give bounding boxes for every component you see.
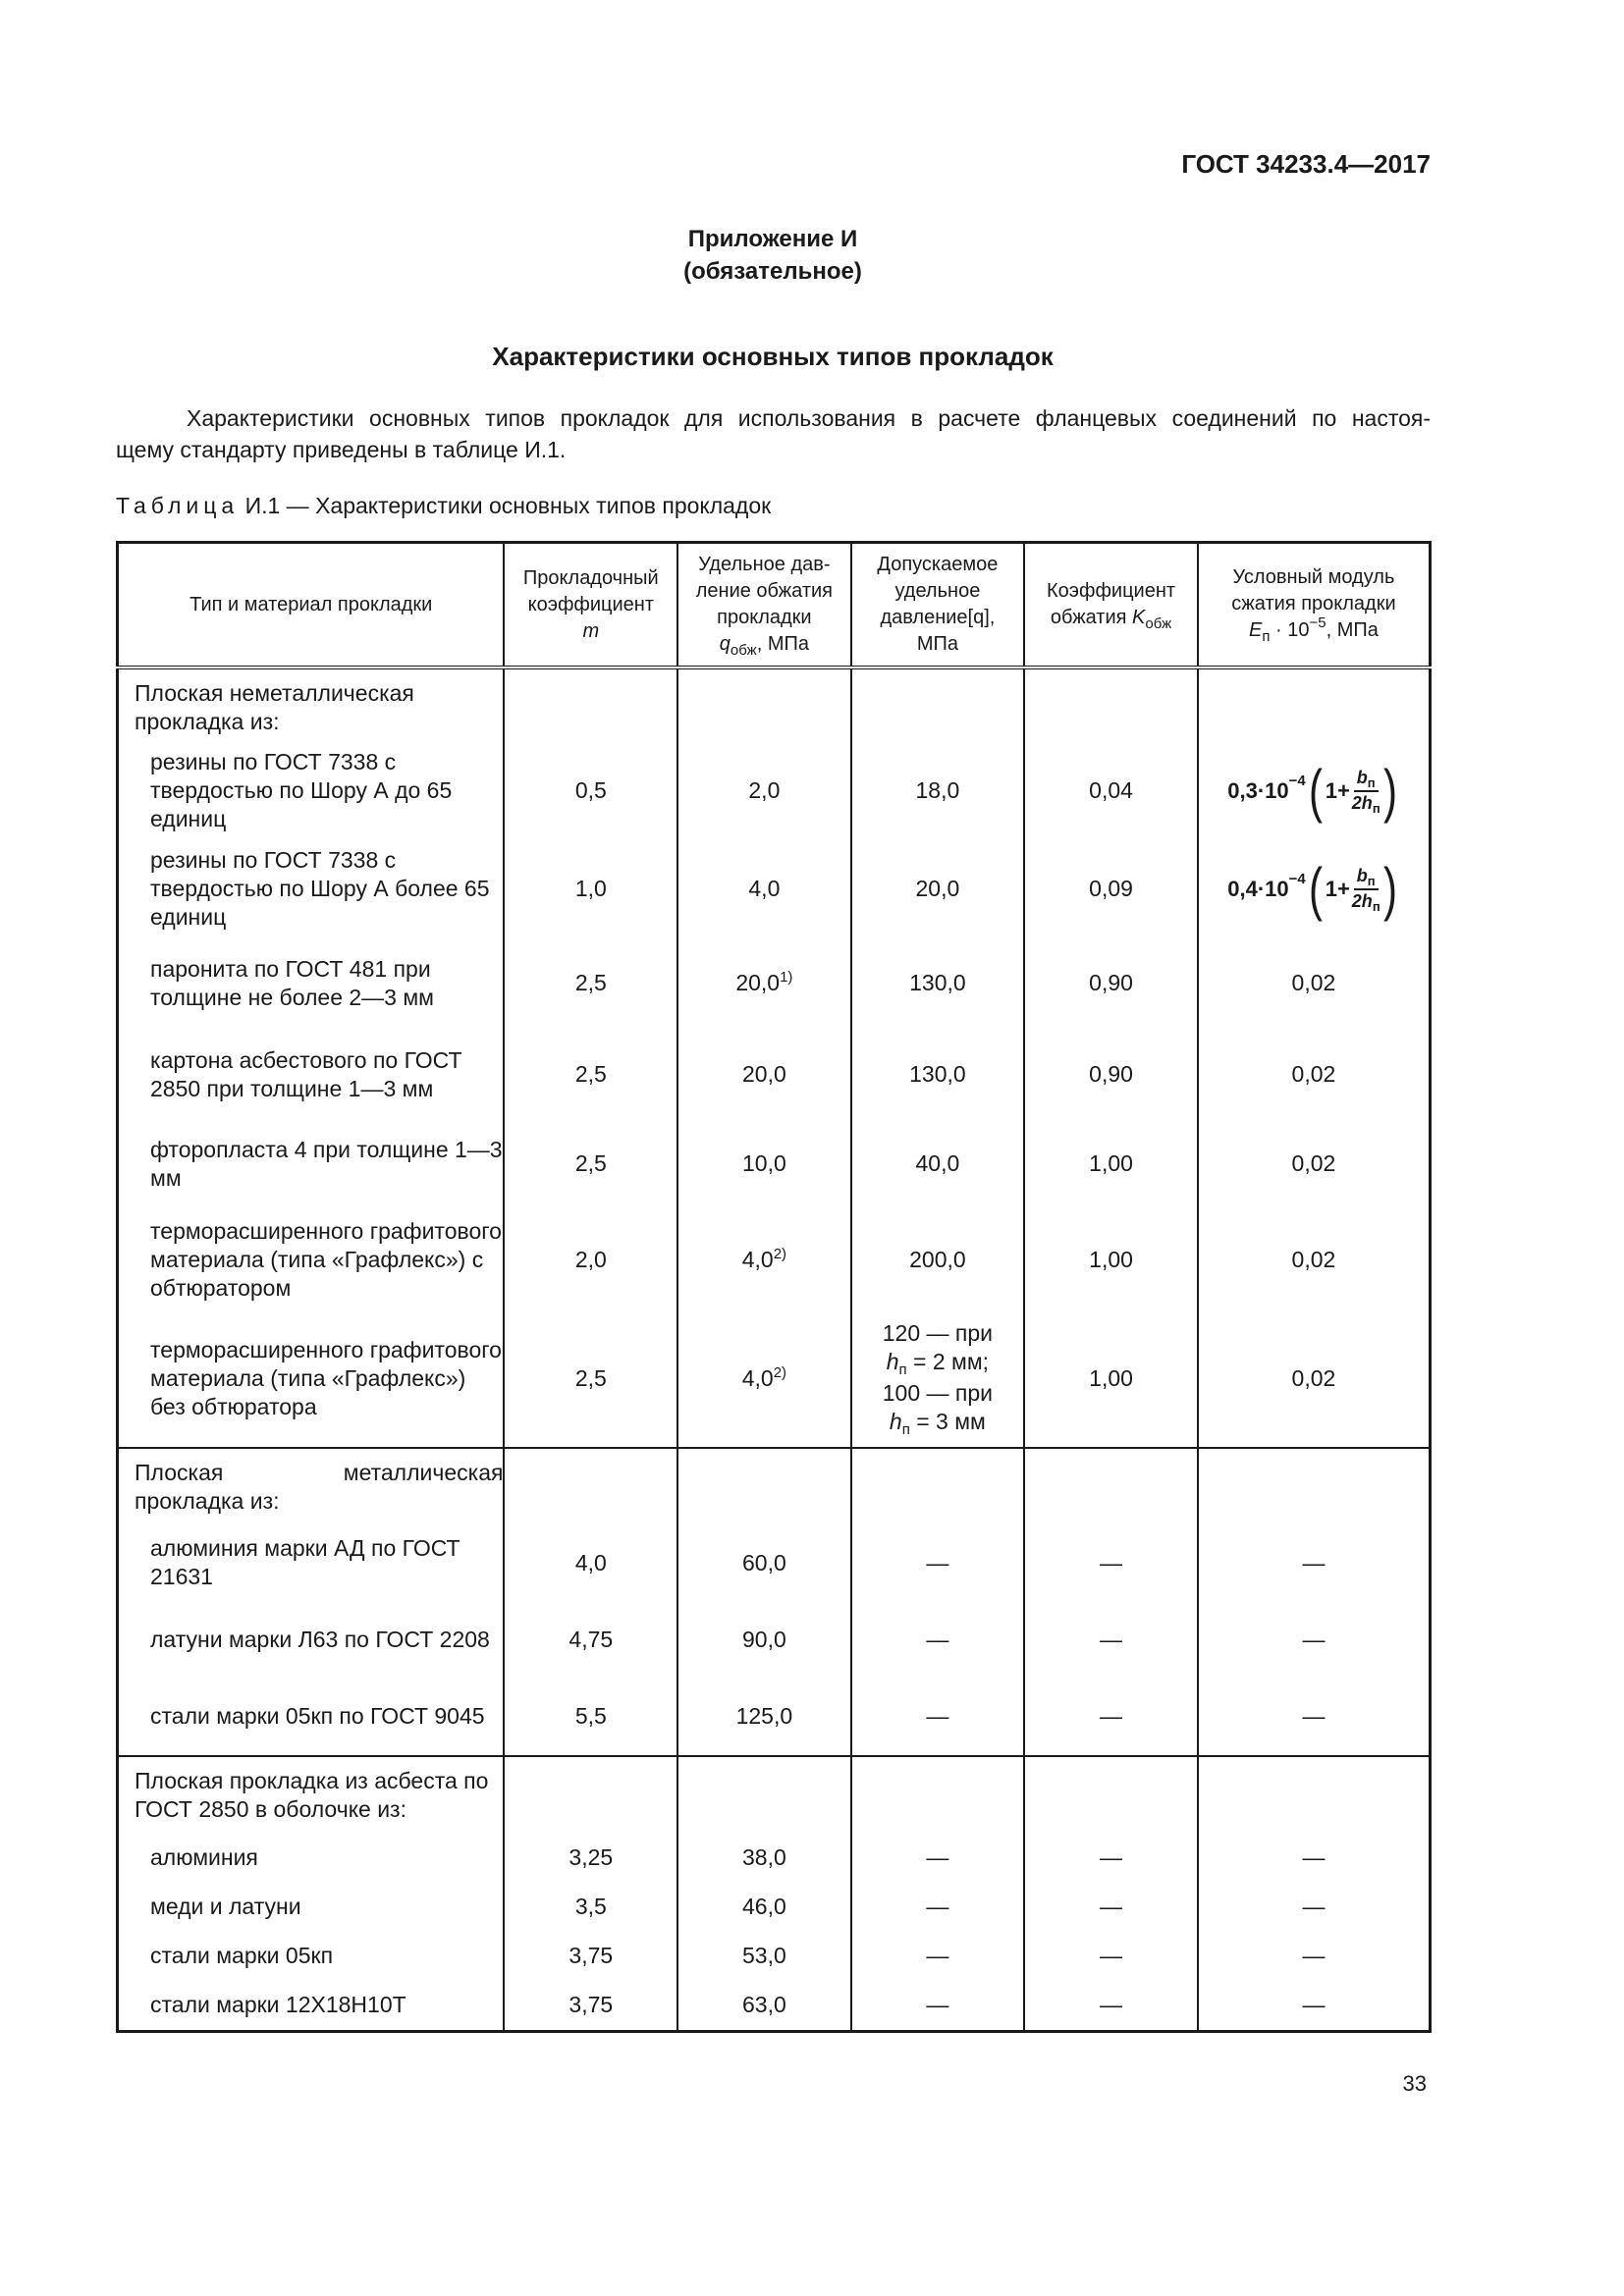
intro-paragraph [116, 402, 1431, 465]
table-caption-text: И.1 — Характеристики основных типов прокладок [244, 493, 772, 518]
cell-e: 0,02 [1198, 1310, 1431, 1448]
cell-k: 0,04 [1024, 740, 1198, 841]
cell-k: — [1024, 1601, 1198, 1678]
row-name: резины по ГОСТ 7338 с твердостью по Шору А более 65 единиц [118, 841, 505, 936]
cell-q-allow: — [851, 1524, 1025, 1601]
cell-k: — [1024, 1931, 1198, 1980]
cell-m: 2,5 [504, 936, 677, 1030]
cell-m: 2,5 [504, 1119, 677, 1208]
cell-q: 20,0$^{1)}$ [677, 936, 850, 1030]
cell-q-allow: — [851, 1833, 1025, 1882]
cell-q-allow: 18,0 [851, 740, 1025, 841]
header-q-allow: Допускаемое удельное давление[q], МПа [851, 543, 1025, 668]
cell-m: 3,75 [504, 1980, 677, 2031]
cell-e: — [1198, 1931, 1431, 1980]
footnote-mark: 2) [773, 1364, 787, 1381]
cell-q: 53,0 [677, 1931, 850, 1980]
cell-q-allow: — [851, 1678, 1025, 1756]
table-row [118, 1310, 1431, 1448]
cell-m: 3,75 [504, 1931, 677, 1980]
cell-q-allow: — [851, 1980, 1025, 2031]
cell-q: 10,0 [677, 1119, 850, 1208]
table-row [118, 1833, 1431, 1882]
table-row [118, 1601, 1431, 1678]
cell-e: — [1198, 1833, 1431, 1882]
table-row [118, 841, 1431, 936]
group-title: Плоская неметаллическая прокладка из: [118, 667, 505, 740]
cell-q-allow: 200,0 [851, 1208, 1025, 1310]
cell-m: 0,5 [504, 740, 677, 841]
cell-k: — [1024, 1882, 1198, 1931]
cell-m: 3,25 [504, 1833, 677, 1882]
group-title-row [118, 1756, 1431, 1833]
row-name: алюминия [118, 1833, 505, 1882]
cell-k: 1,00 [1024, 1310, 1198, 1448]
cell-k: — [1024, 1524, 1198, 1601]
cell-m: 3,5 [504, 1882, 677, 1931]
row-name: паронита по ГОСТ 481 при толщине не более 2—3 мм [118, 936, 505, 1030]
page-number: 33 [1402, 2071, 1427, 2096]
cell-q: 90,0 [677, 1601, 850, 1678]
table-caption [116, 493, 771, 519]
cell-k: — [1024, 1980, 1198, 2031]
group-title: Плоская металлическая прокладка из: [118, 1448, 505, 1524]
cell-q-allow: 130,0 [851, 936, 1025, 1030]
row-name: картона асбестового по ГОСТ 2850 при толщине 1—3 мм [118, 1030, 505, 1119]
cell-k: 0,90 [1024, 936, 1198, 1030]
cell-e: 0,02 [1198, 936, 1431, 1030]
cell-q: 20,0 [677, 1030, 850, 1119]
cell-q-allow: — [851, 1601, 1025, 1678]
cell-k: 0,90 [1024, 1030, 1198, 1119]
cell-e: 0,02 [1198, 1208, 1431, 1310]
cell-q-allow: 120 — при $h_п = 2$ мм; 100 — при $h_п = 3$ мм [851, 1310, 1025, 1448]
cell-q-allow: 20,0 [851, 841, 1025, 936]
row-name: стали марки 05кп по ГОСТ 9045 [118, 1678, 505, 1756]
cell-q-allow: — [851, 1931, 1025, 1980]
row-name: резины по ГОСТ 7338 с твердостью по Шору А до 65 единиц [118, 740, 505, 841]
cell-m: 2,5 [504, 1030, 677, 1119]
header-type: Тип и материал прокладки [118, 543, 505, 668]
cell-q: 4,0$^{2)}$ [677, 1208, 850, 1310]
cell-e: 0,02 [1198, 1030, 1431, 1119]
cell-q-allow: — [851, 1882, 1025, 1931]
row-name: фторопласта 4 при толщине 1—3 мм [118, 1119, 505, 1208]
cell-e: — [1198, 1882, 1431, 1931]
header-m: Прокладочный коэффициент m [504, 543, 677, 668]
appendix-title: Приложение И [687, 226, 858, 252]
cell-q-allow: 130,0 [851, 1030, 1025, 1119]
cell-q: 125,0 [677, 1678, 850, 1756]
intro-line-2: щему стандарту приведены в таблице И.1. [116, 437, 567, 462]
cell-e-formula: 0,3 ·10 −4 ( 1+ $\frac{b_п}{2h_п}$ ) [1198, 740, 1431, 841]
row-name: стали марки 12Х18Н10Т [118, 1980, 505, 2031]
cell-e-formula: 0,4 ·10 −4 ( 1+ $\frac{b_п}{2h_п}$ ) [1198, 841, 1431, 936]
cell-q-allow: 40,0 [851, 1119, 1025, 1208]
table-row [118, 1980, 1431, 2031]
table-row [118, 1678, 1431, 1756]
row-name: терморасширенного графитового материала (типа «Графлекс») с обтюратором [118, 1208, 505, 1310]
cell-q: 4,0$^{2)}$ [677, 1310, 850, 1448]
cell-m: 4,75 [504, 1601, 677, 1678]
table-row [118, 1119, 1431, 1208]
cell-m: 4,0 [504, 1524, 677, 1601]
table-header-row [118, 543, 1431, 668]
cell-e: — [1198, 1524, 1431, 1601]
cell-k: 1,00 [1024, 1119, 1198, 1208]
cell-e: — [1198, 1980, 1431, 2031]
cell-q: 63,0 [677, 1980, 850, 2031]
table-row [118, 1524, 1431, 1601]
group-title-row [118, 667, 1431, 740]
table-row [118, 1030, 1431, 1119]
header-e: Условный модуль сжатия прокладки $E_п \cdot 10^{-5}$, МПа [1198, 543, 1431, 668]
footnote-mark: 1) [780, 969, 793, 986]
cell-e: — [1198, 1601, 1431, 1678]
cell-k: 1,00 [1024, 1208, 1198, 1310]
footnote-mark: 2) [773, 1245, 787, 1262]
row-name: стали марки 05кп [118, 1931, 505, 1980]
cell-q: 2,0 [677, 740, 850, 841]
cell-e: 0,02 [1198, 1119, 1431, 1208]
table-row [118, 1931, 1431, 1980]
group-title: Плоская прокладка из асбеста по ГОСТ 2850 в оболочке из: [118, 1756, 505, 1833]
row-name: алюминия марки АД по ГОСТ 21631 [118, 1524, 505, 1601]
intro-line-1: Характеристики основных типов прокладок для использования в расчете фланцевых соединений по настоя- [187, 405, 1431, 431]
table-caption-prefix: Таблица [116, 493, 240, 518]
cell-q: 38,0 [677, 1833, 850, 1882]
row-name: терморасширенного графитового материала (типа «Графлекс») без обтюратора [118, 1310, 505, 1448]
table-row [118, 1208, 1431, 1310]
cell-e: — [1198, 1678, 1431, 1756]
header-q: Удельное дав- ление обжатия прокладки $q_{обж}$, МПа [677, 543, 850, 668]
table-row [118, 740, 1431, 841]
cell-q: 60,0 [677, 1524, 850, 1601]
group-title-row [118, 1448, 1431, 1524]
standard-number: ГОСТ 34233.4—2017 [1181, 149, 1431, 179]
table-row [118, 1882, 1431, 1931]
cell-k: — [1024, 1833, 1198, 1882]
cell-m: 2,0 [504, 1208, 677, 1310]
cell-m: 5,5 [504, 1678, 677, 1756]
row-name: латуни марки Л63 по ГОСТ 2208 [118, 1601, 505, 1678]
cell-q: 4,0 [677, 841, 850, 936]
cell-m: 1,0 [504, 841, 677, 936]
appendix-subtitle: (обязательное) [683, 258, 862, 285]
cell-k: — [1024, 1678, 1198, 1756]
table-row [118, 936, 1431, 1030]
cell-k: 0,09 [1024, 841, 1198, 936]
gasket-table [116, 541, 1432, 2033]
row-name: меди и латуни [118, 1882, 505, 1931]
section-title: Характеристики основных типов прокладок [492, 342, 1054, 371]
cell-q: 46,0 [677, 1882, 850, 1931]
header-k: Коэффициент обжатия $K_{обж}$ [1024, 543, 1198, 668]
cell-m: 2,5 [504, 1310, 677, 1448]
